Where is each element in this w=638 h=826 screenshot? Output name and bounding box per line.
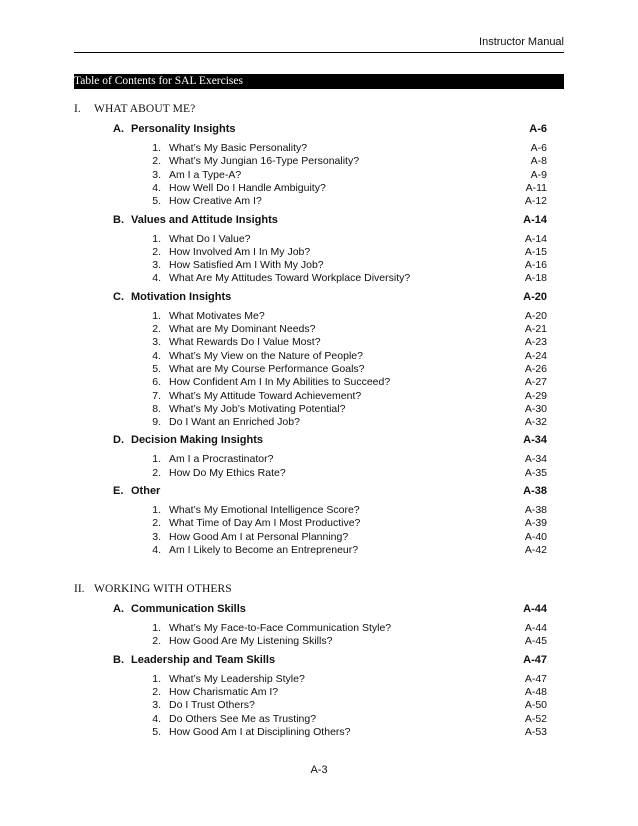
- section-page: A-6: [529, 123, 547, 135]
- toc-item: [0, 634, 638, 648]
- item-page: A-32: [524, 416, 547, 429]
- item-title: What’s My Emotional Intelligence Score?: [169, 504, 360, 516]
- item-page: A-9: [530, 168, 547, 181]
- item-page: A-16: [524, 259, 547, 272]
- item-title: How Well Do I Handle Ambiguity?: [169, 181, 326, 194]
- item-number: 4.: [152, 272, 161, 285]
- item-title: What are My Course Performance Goals?: [169, 362, 365, 375]
- item-page: A-45: [524, 635, 547, 648]
- toc-item: [0, 389, 638, 403]
- section-letter: B.: [113, 213, 124, 226]
- section-letter: B.: [113, 653, 124, 666]
- toc-item: [0, 232, 638, 246]
- part-number: I.: [74, 103, 81, 115]
- item-page: A-38: [524, 504, 547, 516]
- item-number: 2.: [152, 685, 161, 698]
- section-title: Other: [131, 485, 161, 497]
- item-number: 9.: [152, 416, 161, 429]
- toc-item: [0, 309, 638, 323]
- toc-item: [0, 698, 638, 712]
- item-title: What’s My Face-to-Face Communication Style?: [169, 622, 392, 634]
- toc-item: [0, 516, 638, 530]
- item-page: A-18: [524, 272, 547, 285]
- section-page: A-38: [523, 485, 547, 497]
- section-heading: [0, 213, 638, 227]
- item-title: What Do I Value?: [169, 232, 251, 245]
- item-number: 1.: [152, 622, 161, 634]
- item-title: What Motivates Me?: [169, 309, 265, 322]
- section-letter: A.: [113, 603, 124, 615]
- toc-title-bar: [74, 74, 564, 89]
- item-number: 1.: [152, 672, 161, 685]
- toc-item: [0, 258, 638, 272]
- item-page: A-50: [524, 699, 547, 712]
- section-page: A-20: [523, 290, 547, 303]
- item-page: A-52: [524, 712, 547, 725]
- item-page: A-26: [524, 362, 547, 375]
- section-title: Motivation Insights: [131, 290, 232, 303]
- toc-item: [0, 712, 638, 726]
- item-page: A-30: [524, 402, 547, 415]
- item-page: A-34: [524, 453, 547, 466]
- item-page: A-20: [524, 309, 547, 322]
- toc-item: [0, 141, 638, 155]
- item-title: How Good Are My Listening Skills?: [169, 635, 333, 648]
- item-page: A-14: [524, 232, 547, 245]
- toc-item: [0, 194, 638, 208]
- item-title: What’s My View on the Nature of People?: [169, 349, 363, 362]
- toc-item: [0, 466, 638, 480]
- item-number: 2.: [152, 155, 161, 168]
- part-heading: [0, 102, 638, 116]
- item-number: 3.: [152, 530, 161, 543]
- item-page: A-53: [524, 725, 547, 738]
- item-title: What’s My Attitude Toward Achievement?: [169, 389, 362, 402]
- item-number: 5.: [152, 725, 161, 738]
- item-page: A-42: [524, 543, 547, 556]
- toc-item: [0, 452, 638, 466]
- item-title: How Creative Am I?: [169, 195, 262, 208]
- item-title: How Charismatic Am I?: [169, 685, 279, 698]
- item-page: A-23: [524, 336, 547, 349]
- item-number: 8.: [152, 402, 161, 415]
- item-title: Am I Likely to Become an Entrepreneur?: [169, 543, 359, 556]
- item-number: 2.: [152, 635, 161, 648]
- item-title: How Satisfied Am I With My Job?: [169, 259, 324, 272]
- item-number: 7.: [152, 389, 161, 402]
- item-title: Am I a Procrastinator?: [169, 453, 274, 466]
- toc-item: [0, 725, 638, 739]
- section-page: A-14: [523, 213, 547, 226]
- toc-item: [0, 415, 638, 429]
- item-number: 4.: [152, 349, 161, 362]
- section-title: Leadership and Team Skills: [131, 653, 276, 666]
- section-letter: D.: [113, 434, 124, 447]
- section-title: Communication Skills: [131, 603, 246, 615]
- item-number: 4.: [152, 712, 161, 725]
- section-heading: [0, 290, 638, 304]
- toc-item: [0, 154, 638, 168]
- item-page: A-35: [524, 466, 547, 479]
- section-heading: [0, 484, 638, 498]
- item-number: 6.: [152, 376, 161, 389]
- item-number: 1.: [152, 309, 161, 322]
- toc-item: [0, 271, 638, 285]
- item-title: How Good Am I at Disciplining Others?: [169, 725, 351, 738]
- item-title: What are My Dominant Needs?: [169, 323, 316, 335]
- item-number: 3.: [152, 259, 161, 272]
- item-number: 3.: [152, 336, 161, 349]
- toc-item: [0, 685, 638, 699]
- item-title: How Confident Am I In My Abilities to Succeed?: [169, 376, 391, 389]
- section-page: A-47: [523, 653, 547, 666]
- item-page: A-47: [524, 672, 547, 685]
- item-title: How Good Am I at Personal Planning?: [169, 530, 349, 543]
- item-number: 3.: [152, 168, 161, 181]
- toc-item: [0, 621, 638, 635]
- item-title: What’s My Job’s Motivating Potential?: [169, 402, 346, 415]
- toc-item: [0, 335, 638, 349]
- section-heading: [0, 122, 638, 136]
- item-number: 2.: [152, 517, 161, 530]
- part-title: WORKING WITH OTHERS: [94, 583, 232, 595]
- item-number: 5.: [152, 362, 161, 375]
- section-letter: A.: [113, 123, 124, 135]
- part-heading: [0, 582, 638, 596]
- item-page: A-39: [524, 517, 547, 530]
- section-letter: E.: [113, 485, 124, 497]
- item-title: What Time of Day Am I Most Productive?: [169, 517, 361, 530]
- section-page: A-44: [523, 603, 547, 615]
- item-page: A-21: [524, 323, 547, 335]
- item-number: 3.: [152, 699, 161, 712]
- item-title: What’s My Basic Personality?: [169, 142, 308, 154]
- toc-item: [0, 503, 638, 517]
- toc-item: [0, 530, 638, 544]
- toc-item: [0, 322, 638, 336]
- section-title: Values and Attitude Insights: [131, 213, 278, 226]
- toc-item: [0, 245, 638, 259]
- toc-item: [0, 375, 638, 389]
- item-title: Do Others See Me as Trusting?: [169, 712, 317, 725]
- item-number: 2.: [152, 245, 161, 258]
- item-page: A-29: [524, 389, 547, 402]
- toc-item: [0, 168, 638, 182]
- item-number: 1.: [152, 504, 161, 516]
- item-number: 4.: [152, 543, 161, 556]
- toc-item: [0, 402, 638, 416]
- item-page: A-11: [525, 181, 547, 194]
- toc-item: [0, 362, 638, 376]
- section-heading: [0, 602, 638, 616]
- item-number: 2.: [152, 466, 161, 479]
- item-page: A-24: [524, 349, 547, 362]
- item-title: Am I a Type-A?: [169, 168, 242, 181]
- item-number: 4.: [152, 181, 161, 194]
- header-rule: [74, 52, 564, 53]
- section-heading: [0, 433, 638, 447]
- item-title: What Are My Attitudes Toward Workplace Diversity?: [169, 272, 411, 285]
- item-page: A-40: [524, 530, 547, 543]
- item-title: Do I Trust Others?: [169, 699, 255, 712]
- item-page: A-27: [524, 376, 547, 389]
- item-page: A-12: [524, 195, 547, 208]
- item-page: A-8: [530, 155, 547, 168]
- toc-item: [0, 349, 638, 363]
- toc-title: Table of Contents for SAL Exercises: [74, 75, 243, 87]
- running-header: Instructor Manual: [479, 36, 564, 48]
- toc-item: [0, 181, 638, 195]
- toc-item: [0, 672, 638, 686]
- part-title: WHAT ABOUT ME?: [94, 103, 196, 115]
- item-title: What Rewards Do I Value Most?: [169, 336, 321, 349]
- section-title: Decision Making Insights: [131, 434, 264, 447]
- item-title: Do I Want an Enriched Job?: [169, 416, 300, 429]
- item-page: A-6: [530, 142, 547, 154]
- item-number: 1.: [152, 453, 161, 466]
- item-number: 5.: [152, 195, 161, 208]
- item-number: 2.: [152, 323, 161, 335]
- item-page: A-15: [524, 245, 547, 258]
- section-letter: C.: [113, 290, 124, 303]
- section-title: Personality Insights: [131, 123, 236, 135]
- item-title: How Involved Am I In My Job?: [169, 245, 311, 258]
- page-number: A-3: [310, 764, 328, 776]
- item-title: How Do My Ethics Rate?: [169, 466, 286, 479]
- item-number: 1.: [152, 142, 161, 154]
- toc-item: [0, 543, 638, 557]
- part-number: II.: [74, 583, 85, 595]
- item-number: 1.: [152, 232, 161, 245]
- item-title: What’s My Jungian 16-Type Personality?: [169, 155, 360, 168]
- section-heading: [0, 653, 638, 667]
- section-page: A-34: [523, 434, 547, 447]
- item-title: What’s My Leadership Style?: [169, 672, 305, 685]
- item-page: A-48: [524, 685, 547, 698]
- item-page: A-44: [524, 622, 547, 634]
